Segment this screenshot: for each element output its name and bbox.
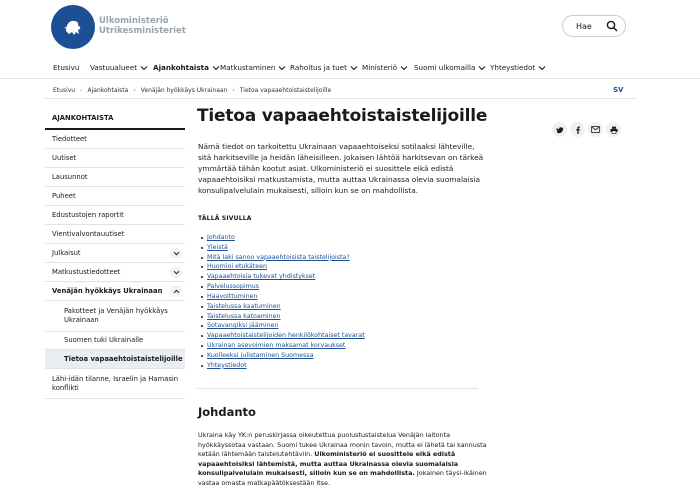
sidebar-item-matkustustiedotteet[interactable]: [45, 263, 185, 282]
sidebar-item-lahi-ita[interactable]: [45, 369, 185, 399]
sidebar-item-label: Tietoa vapaaehtoistaistelijoille: [64, 354, 183, 363]
nav-label: Ajankohtaista: [153, 63, 209, 72]
breadcrumb-link[interactable]: Venäjän hyökkäys Ukrainaan: [140, 87, 228, 94]
nav-item-etusivu[interactable]: [53, 63, 79, 72]
toc-link[interactable]: Taistelussa katoaminen: [207, 312, 365, 322]
table-of-contents: [207, 233, 365, 371]
finland-lion-logo-icon[interactable]: [51, 5, 95, 49]
page-title: Tietoa vapaaehtoistaistelijoille: [197, 106, 488, 126]
toc-link[interactable]: Mitä laki sanoo vapaaehtoisista taistelijoista?: [207, 253, 365, 263]
section-heading-johdanto: Johdanto: [198, 405, 256, 419]
facebook-icon: [574, 126, 582, 134]
johdanto-paragraph: [198, 431, 488, 489]
toc-link[interactable]: Vapaaehtoisia tukevat yhdistykset: [207, 272, 365, 282]
toc-link[interactable]: Vapaaehtoistaistelijoiden henkilökohtaiset tavarat: [207, 332, 365, 340]
nav-label: Vastuualueet: [90, 63, 138, 72]
sidebar-item-tiedotteet[interactable]: [45, 130, 185, 149]
chevron-down-icon: [350, 65, 358, 71]
toc-link[interactable]: Yhteystiedot: [207, 361, 365, 371]
toc-link[interactable]: Taistelussa kaatuminen: [207, 302, 365, 312]
chevron-down-icon: [478, 65, 486, 71]
search-icon: [606, 20, 618, 32]
nav-item-yhteystiedot[interactable]: [490, 63, 546, 72]
ministry-name-fi: Ulkoministeriö: [99, 16, 169, 26]
twitter-share-button[interactable]: [552, 122, 567, 137]
sidebar-item-uutiset[interactable]: [45, 149, 185, 168]
sidebar-item-venajan-hyokkays[interactable]: [45, 282, 185, 301]
sidebar-item-label: Julkaisut: [52, 248, 81, 257]
toc-link[interactable]: Haavoittuminen: [207, 292, 365, 302]
breadcrumb-separator-icon: ›: [232, 87, 235, 94]
sidebar-item-label: Venäjän hyökkäys Ukrainaan: [52, 286, 163, 295]
sidebar-item-edustustojen-raportit[interactable]: [45, 206, 185, 225]
chevron-down-icon: [538, 65, 546, 71]
nav-item-vastuualueet[interactable]: [90, 63, 148, 72]
breadcrumb-divider: [44, 98, 637, 99]
sidebar-heading[interactable]: AJANKOHTAISTA: [45, 109, 185, 130]
body-text-emphasis: Ulkoministeriö ei suosittele eikä edistä vapaaehtoisiksi lähtemistä, mutta auttaa Ukrainassa olevia suomalaisia konsulipalvelulain mukaisesti, silloin kun se on mahdollista.: [198, 450, 459, 478]
sidebar-item-label: Matkustustiedotteet: [52, 267, 121, 276]
breadcrumb-separator-icon: ›: [80, 87, 83, 94]
sidebar-subitem-vapaaehtoistaistelijat[interactable]: [45, 350, 185, 369]
sidebar-subitem-suomen-tuki[interactable]: [45, 332, 185, 350]
intro-paragraph: Nämä tiedot on tarkoitettu Ukrainaan vapaaehtoiseksi sotilaaksi lähteville, sitä harkitseville ja heidän läheisilleen. Jokaisen lähtöä harkitsevan on tärkeä ymmärtää tähän kootut asiat. Ulkoministeriö ei suosittele eikä edistä vapaaehtoisiksi matkustamista, mutta auttaa Ukrainassa olevia suomalaisia konsulipalvelulain mukaisesti, silloin kun se on mahdollista.: [198, 142, 484, 195]
nav-label: Ministeriö: [362, 63, 398, 72]
email-icon: [591, 126, 600, 133]
sidebar-item-puheet[interactable]: [45, 187, 185, 206]
sidebar-subitem-pakotteet[interactable]: [45, 301, 185, 332]
section-sidebar: [45, 109, 185, 399]
toc-link[interactable]: Johdanto: [207, 233, 365, 243]
email-share-button[interactable]: [588, 122, 603, 137]
language-switch-sv[interactable]: SV: [613, 86, 624, 94]
twitter-icon: [556, 126, 564, 134]
sidebar-item-label: Pakotteet ja Venäjän hyökkäys Ukrainaan: [64, 307, 168, 324]
sidebar-item-label: Lausunnot: [52, 172, 88, 181]
nav-label: Matkustaminen: [220, 63, 276, 72]
chevron-down-icon: [400, 65, 408, 71]
sidebar-item-label: Tiedotteet: [52, 134, 87, 143]
toc-link[interactable]: Kuolleeksi julistaminen Suomessa: [207, 351, 365, 361]
main-navigation: [0, 58, 700, 79]
nav-item-ministerio[interactable]: [362, 63, 408, 72]
site-header: [0, 0, 700, 58]
nav-label: Etusivu: [53, 63, 80, 72]
sidebar-item-label: Suomen tuki Ukrainalle: [64, 336, 144, 344]
breadcrumb-current: Tietoa vapaaehtoistaistelijoille: [239, 87, 332, 94]
nav-label: Suomi ulkomailla: [414, 63, 476, 72]
facebook-share-button[interactable]: [570, 122, 585, 137]
toc-heading: TÄLLÄ SIVULLA: [198, 215, 252, 222]
expand-icon[interactable]: [170, 248, 182, 259]
sidebar-item-julkaisut[interactable]: [45, 244, 185, 263]
chevron-down-icon: [278, 65, 286, 71]
sidebar-item-label: Vientivalvontauutiset: [52, 229, 125, 238]
nav-item-suomi-ulkomailla[interactable]: [414, 63, 486, 72]
print-icon: [610, 126, 618, 134]
chevron-down-icon: [140, 65, 148, 71]
chevron-down-icon: [212, 65, 220, 71]
body-text-part: Ukraina käy YK:n peruskirjassa oikeutettua puolustustaistelua Venäjän laitonta hyökkäyssotaa vastaan. Suomi tukee Ukrainaa monin tavoin, mutta ei lähetä tai kannusta ketään lähtemään taistelutehtäviin.: [198, 431, 487, 459]
sidebar-item-vientivalvontauutiset[interactable]: [45, 225, 185, 244]
nav-item-matkustaminen[interactable]: [220, 63, 286, 72]
toc-link[interactable]: Palvelussopimus: [207, 282, 365, 292]
section-divider: [197, 388, 478, 389]
nav-item-rahoitus[interactable]: [290, 63, 358, 72]
sidebar-item-label: Edustustojen raportit: [52, 210, 124, 219]
toc-link[interactable]: Huomioi etukäteen: [207, 262, 365, 272]
nav-label: Yhteystiedot: [490, 63, 536, 72]
nav-item-ajankohtaista[interactable]: [153, 63, 220, 72]
toc-link[interactable]: Sotavangiksi jääminen: [207, 321, 365, 331]
sidebar-item-lausunnot[interactable]: [45, 168, 185, 187]
ministry-name-sv: Utrikesministeriet: [99, 26, 186, 36]
collapse-icon[interactable]: [170, 286, 182, 297]
nav-label: Rahoitus ja tuet: [290, 63, 347, 72]
body-text-part: Jokainen täysi-ikäinen vastaa omasta matkapäätöksestään itse.: [198, 469, 487, 487]
search-label: Hae: [576, 21, 592, 31]
toc-link[interactable]: Ukrainan asevoimien maksamat korvaukset: [207, 341, 365, 351]
print-button[interactable]: [606, 122, 621, 137]
sidebar-item-label: Uutiset: [52, 153, 77, 162]
toc-link[interactable]: Yleistä: [207, 243, 365, 253]
breadcrumb: [53, 87, 331, 94]
expand-icon[interactable]: [170, 267, 182, 278]
breadcrumb-link[interactable]: Ajankohtaista: [87, 87, 129, 94]
breadcrumb-separator-icon: ›: [133, 87, 136, 94]
ministry-name[interactable]: [99, 16, 186, 36]
sidebar-item-label: Puheet: [52, 191, 76, 200]
breadcrumb-link[interactable]: Etusivu: [53, 87, 76, 94]
search-button[interactable]: [562, 15, 626, 37]
lion-emblem-icon: [60, 14, 86, 40]
sidebar-item-label: Lähi-idän tilanne, Israelin ja Hamasin konflikti: [52, 374, 179, 392]
